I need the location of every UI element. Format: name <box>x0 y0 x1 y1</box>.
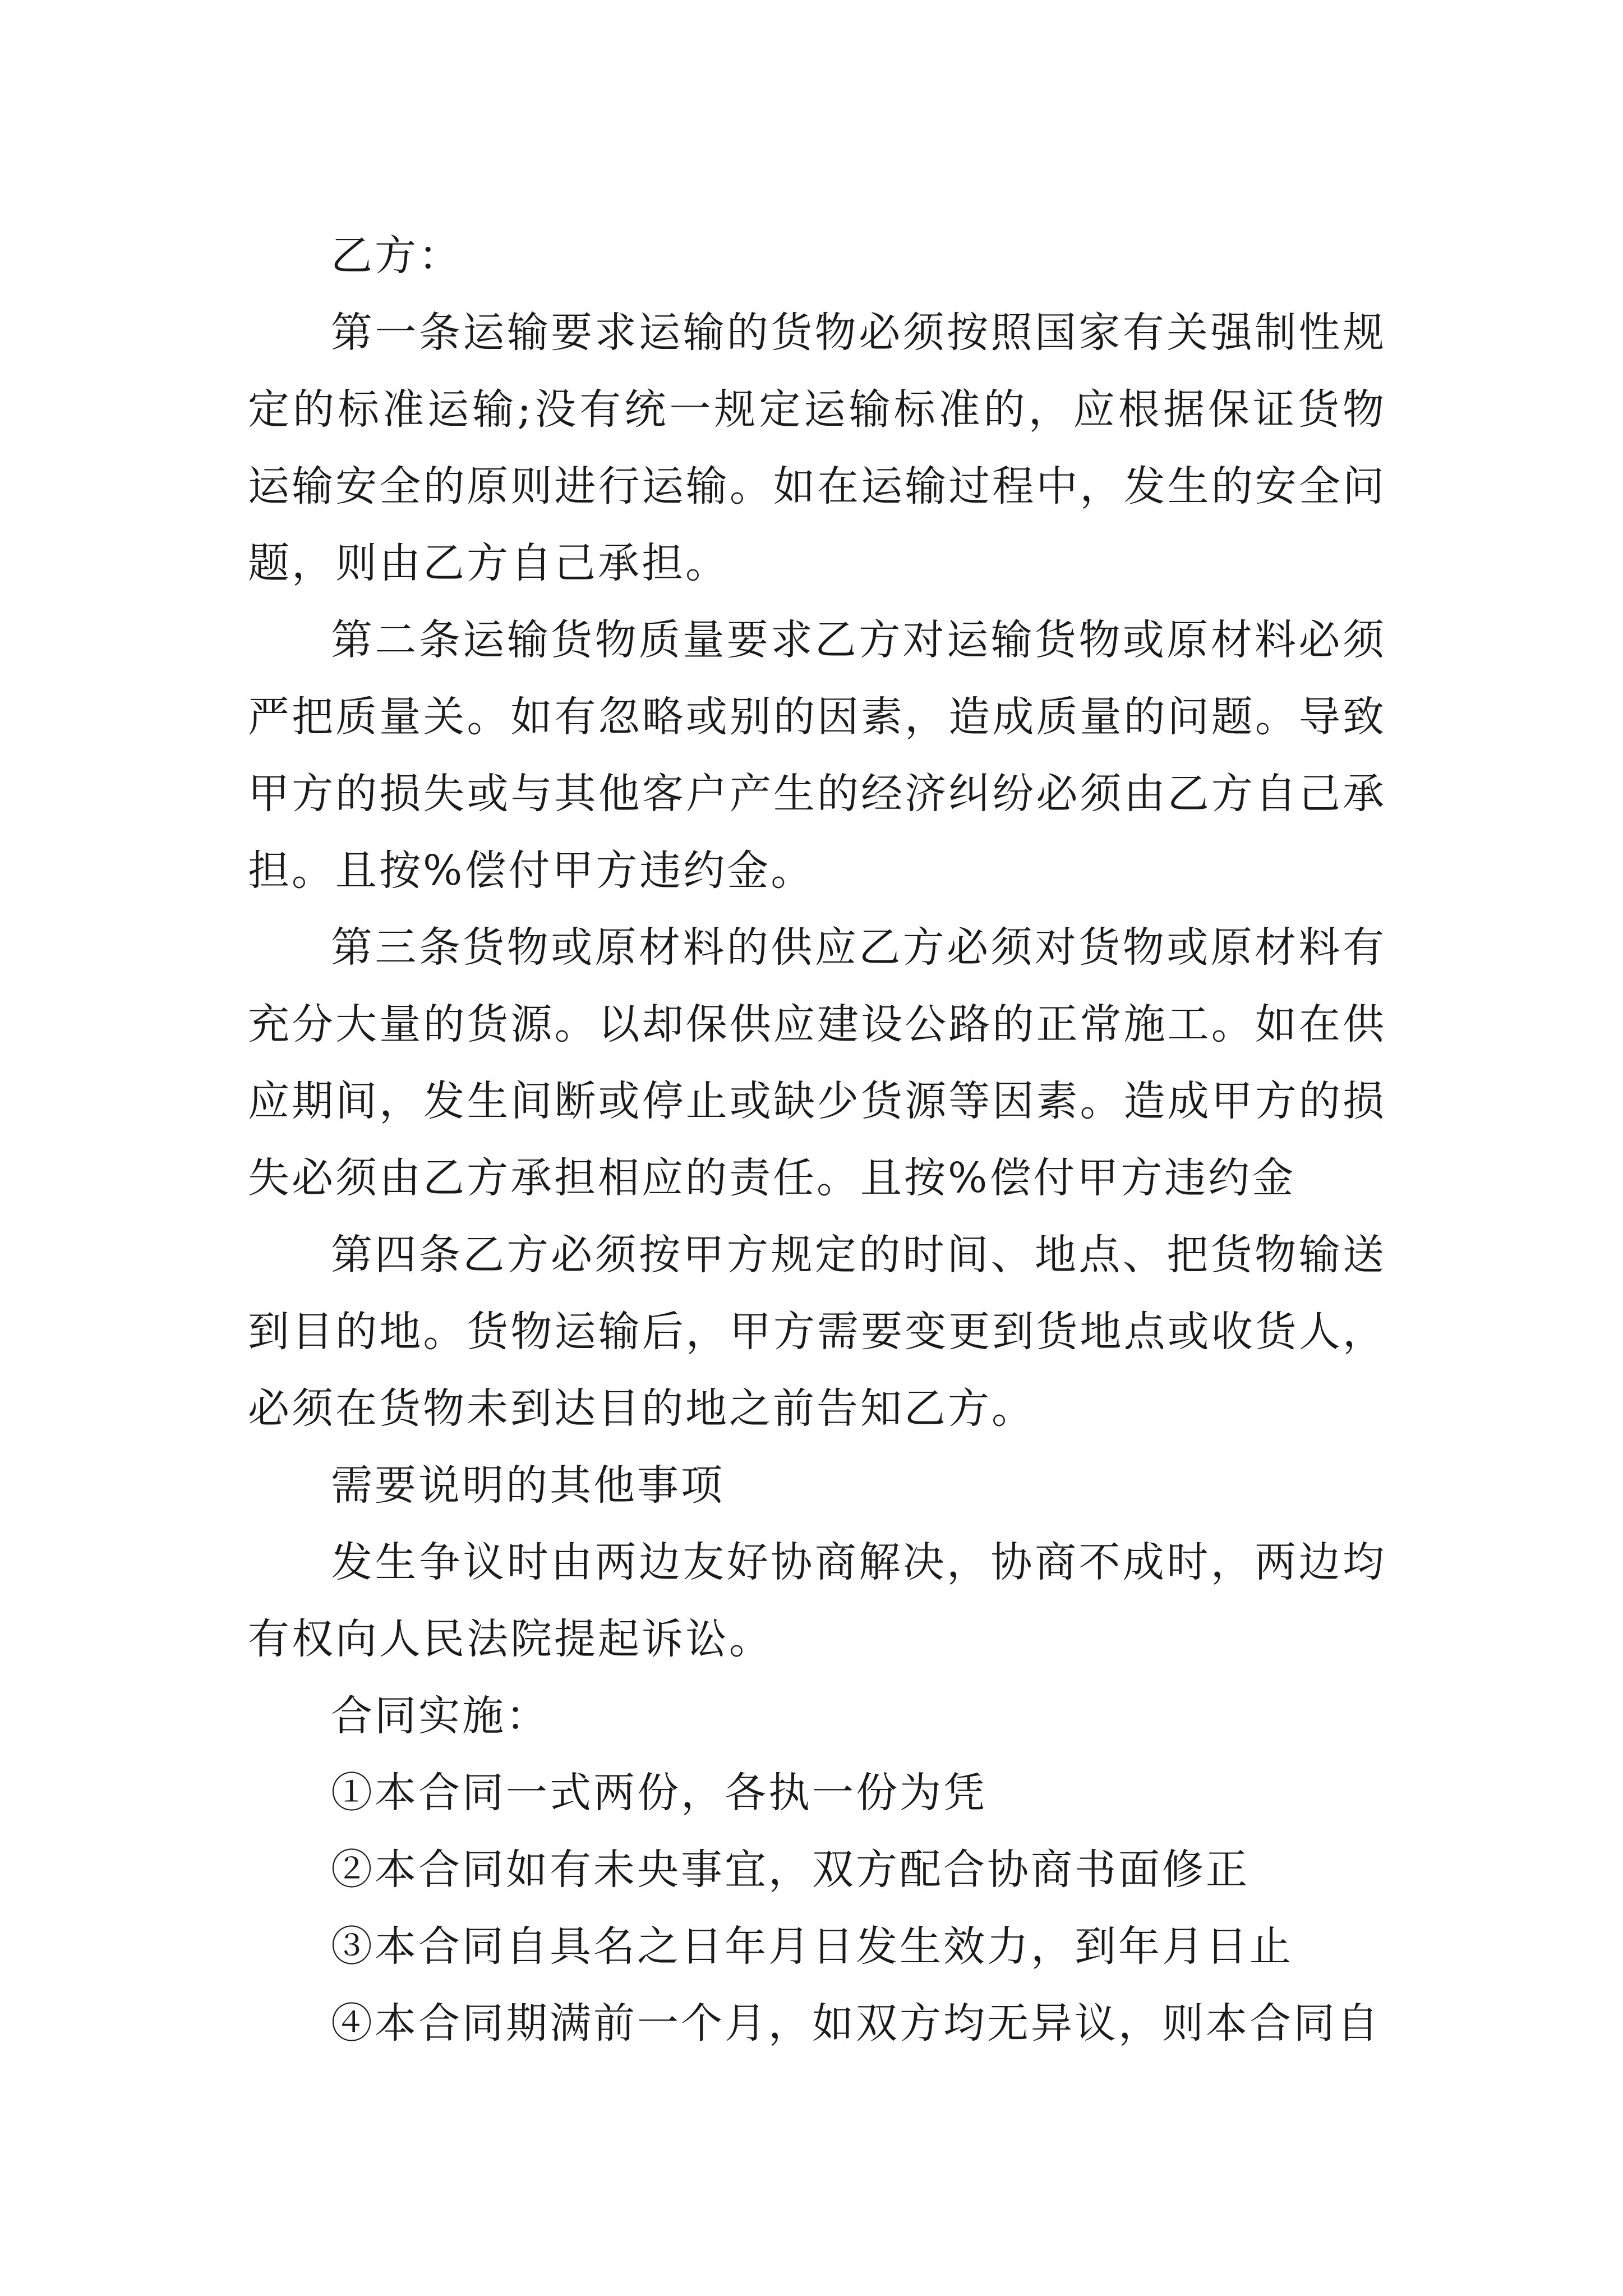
clause-4-delivery: 第四条乙方必须按甲方规定的时间、地点、把货物输送到目的地。货物运输后，甲方需要变更到货地点或收货人，必须在货物未到达目的地之前告知乙方。 <box>248 1231 1386 1433</box>
implementation-item-3: ③本合同自具名之日年月日发生效力，到年月日止 <box>331 1922 1293 1971</box>
clause-1-transport-requirements: 第一条运输要求运输的货物必须按照国家有关强制性规定的标准运输;没有统一规定运输标准的，应根据保证货物运输安全的原则进行运输。如在运输过程中，发生的安全问题，则由乙方自己承担。 <box>248 309 1386 587</box>
implementation-item-4: ④本合同期满前一个月，如双方均无异议，则本合同自 <box>331 1999 1381 2047</box>
other-matters-heading: 需要说明的其他事项 <box>331 1461 725 1510</box>
party-b-label: 乙方： <box>331 232 462 280</box>
contract-implementation-heading: 合同实施： <box>331 1692 550 1740</box>
implementation-item-2: ②本合同如有未央事宜，双方配合协商书面修正 <box>331 1846 1249 1894</box>
implementation-item-1: ①本合同一式两份，各执一份为凭 <box>331 1769 987 1817</box>
document-body <box>248 218 1386 2062</box>
clause-3-supply: 第三条货物或原材料的供应乙方必须对货物或原材料有充分大量的货源。以却保供应建设公路的正常施工。如在供应期间，发生间断或停止或缺少货源等因素。造成甲方的损失必须由乙方承担相应的责任。且按%偿付甲方违约金 <box>248 923 1386 1202</box>
clause-2-quality-requirements: 第二条运输货物质量要求乙方对运输货物或原材料必须严把质量关。如有忽略或别的因素，造成质量的问题。导致甲方的损失或与其他客户产生的经济纠纷必须由乙方自己承担。且按%偿付甲方违约金。 <box>248 616 1386 895</box>
dispute-resolution: 发生争议时由两边友好协商解决，协商不成时，两边均有权向人民法院提起诉讼。 <box>248 1538 1386 1663</box>
